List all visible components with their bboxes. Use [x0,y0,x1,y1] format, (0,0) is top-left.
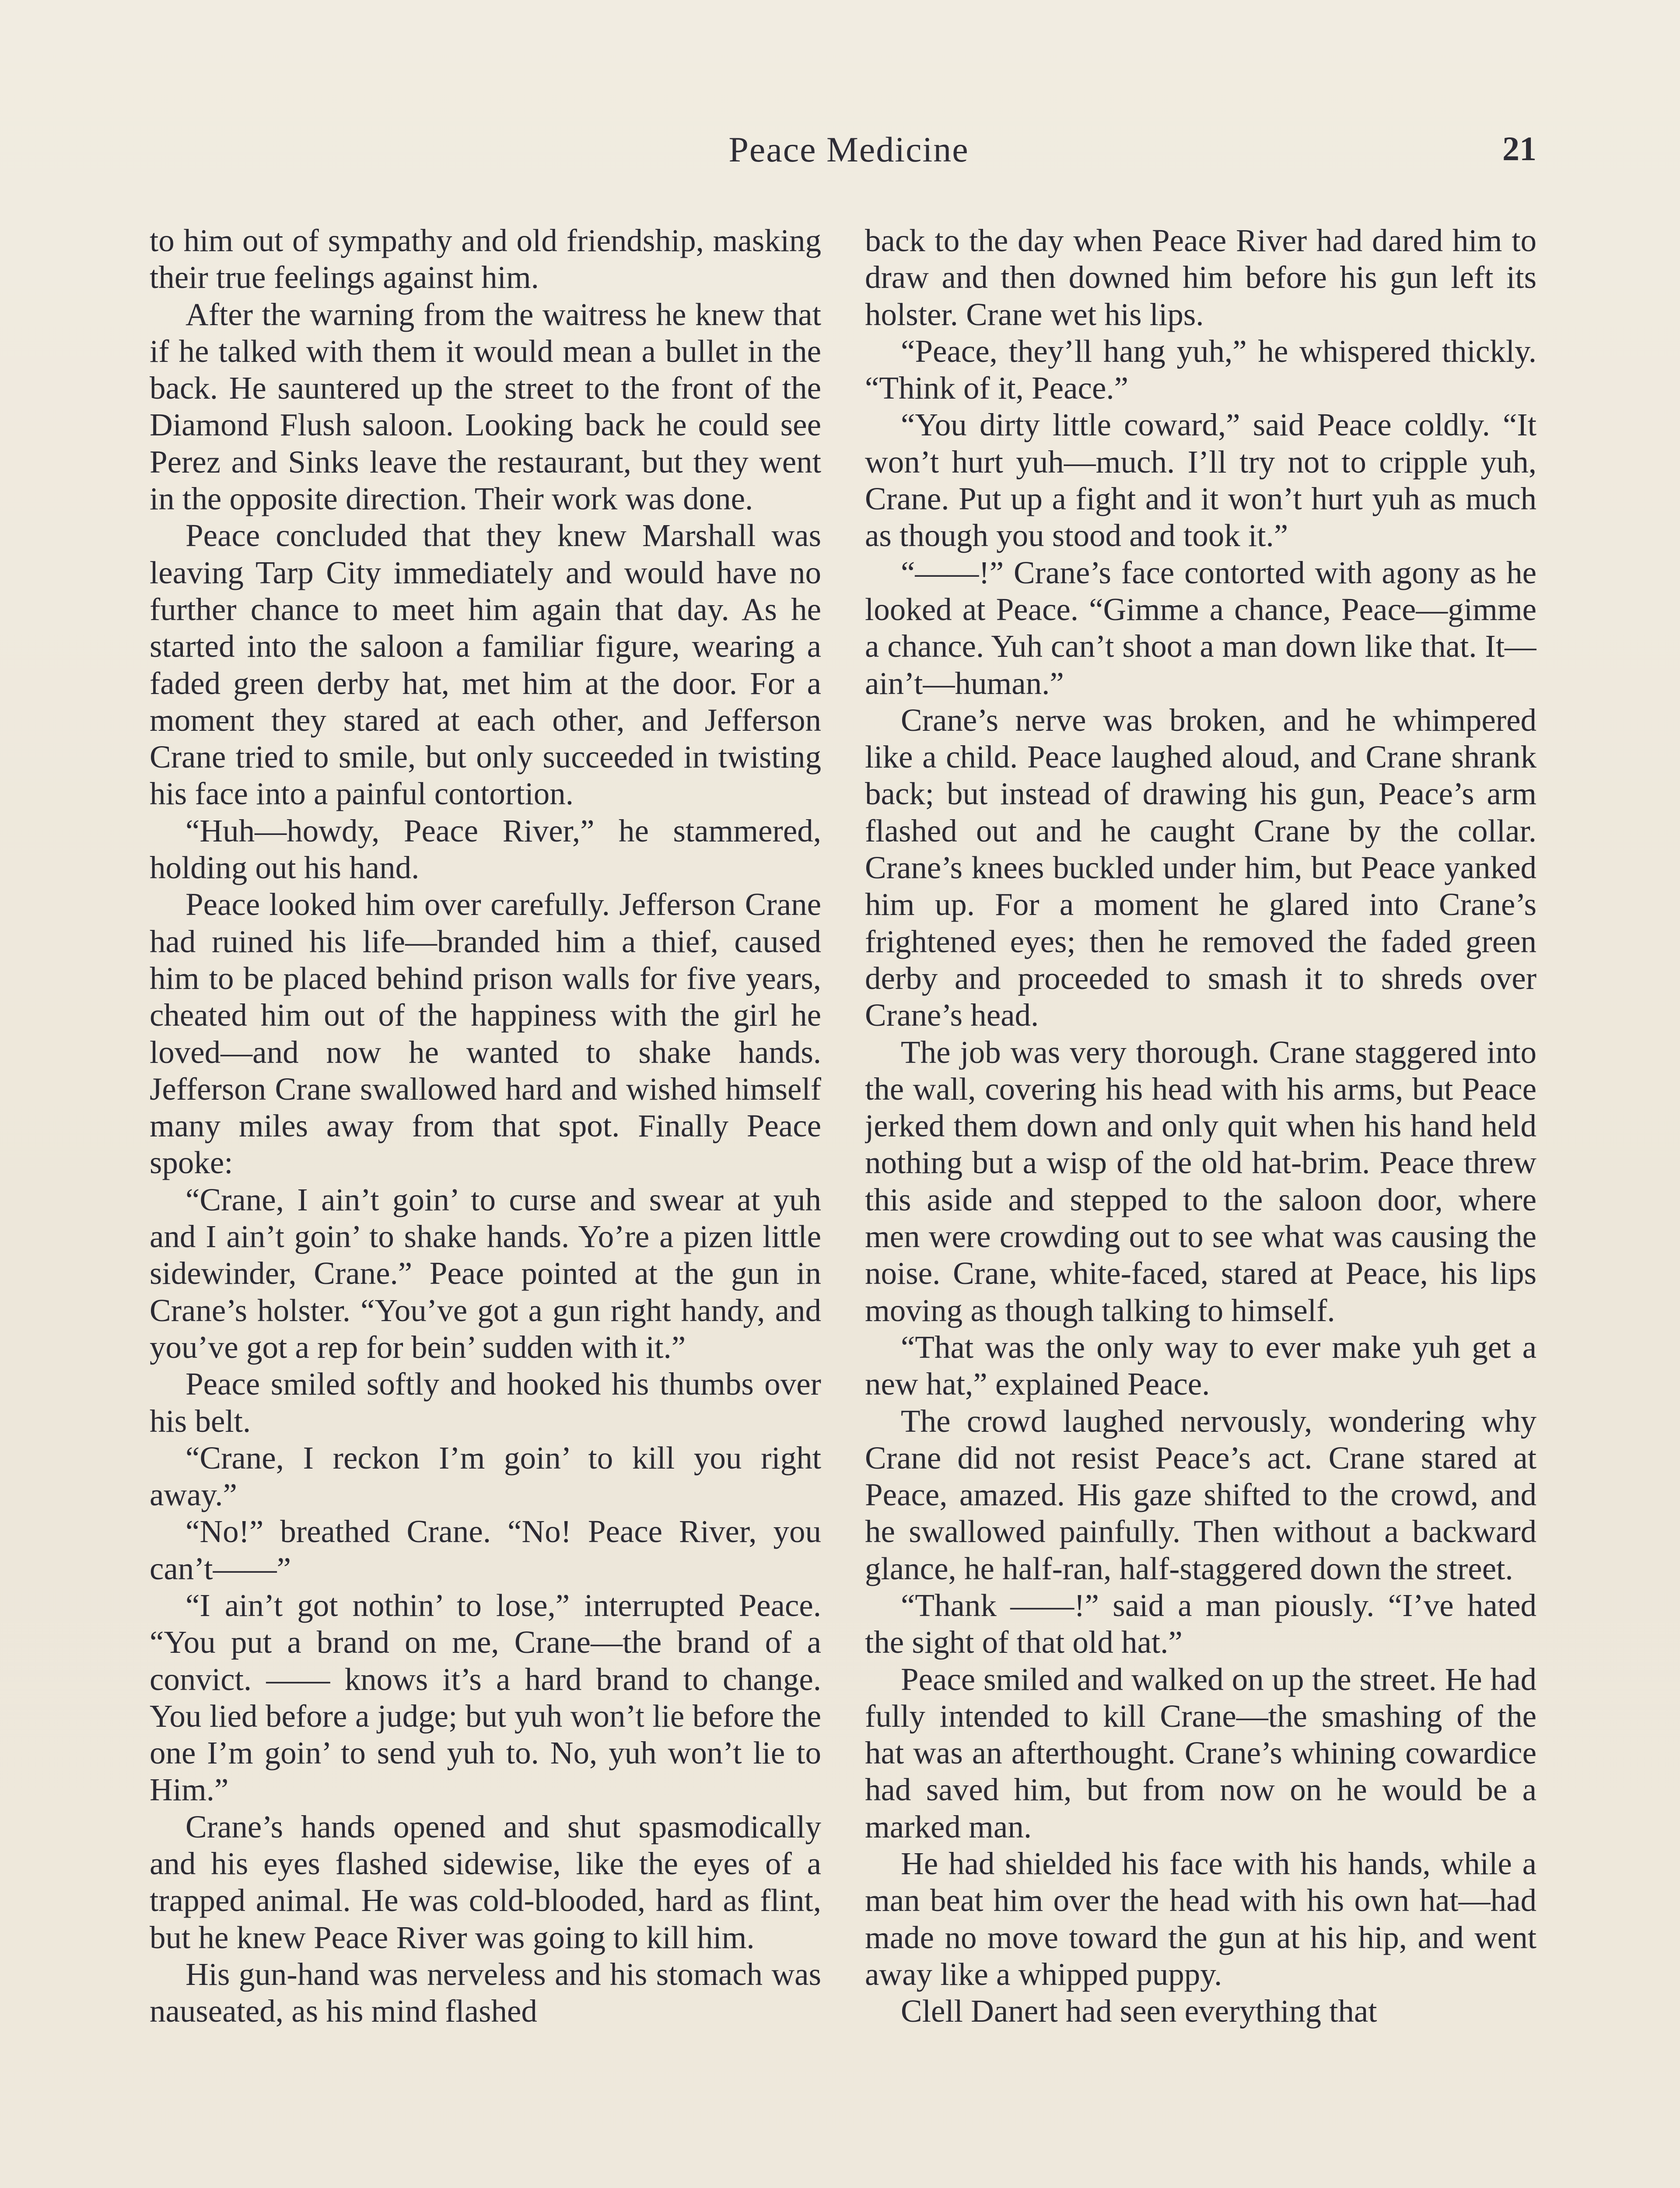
paragraph: Peace smiled and walked on up the street. He had fully intended to kill Crane—the smashing of the hat was an afterthought. Crane’s whining cowardice had saved him, but from now on he would be a marked man. [865,1661,1536,1844]
paragraph: to him out of sympathy and old friendship, masking their true feelings against him. [150,223,821,295]
paragraph: After the warning from the waitress he knew that if he talked with them it would mean a bullet in the back. He sauntered up the street to the front of the Diamond Flush saloon. Looking back he could see Perez and Sinks leave the restaurant, but they went in the opposite direction. Their work was done. [150,296,821,517]
paragraph: “Crane, I ain’t goin’ to curse and swear at yuh and I ain’t goin’ to shake hands. Yo’re a pizen little sidewinder, Crane.” Peace pointed at the gun in Crane’s holster. “You’ve got a gun right handy, and you’ve got a rep for bein’ sudden with it.” [150,1182,821,1365]
paragraph: His gun-hand was nerveless and his stomach was nauseated, as his mind flashed [150,1956,821,2029]
paragraph: Crane’s nerve was broken, and he whimpered like a child. Peace laughed aloud, and Crane shrank back; but instead of drawing his gun, Peace’s arm flashed out and he caught Crane by the collar. Crane’s knees buckled under him, but Peace yanked him up. For a moment he glared into Crane’s frightened eyes; then he removed the faded green derby and proceeded to smash it to shreds over Crane’s head. [865,702,1536,1033]
paragraph: “Crane, I reckon I’m goin’ to kill you right away.” [150,1440,821,1513]
paragraph: “Huh—howdy, Peace River,” he stammered, holding out his hand. [150,813,821,886]
text-columns [150,222,1536,2188]
paragraph: “That was the only way to ever make yuh get a new hat,” explained Peace. [865,1329,1536,1402]
paragraph: back to the day when Peace River had dared him to draw and then downed him before his gun left its holster. Crane wet his lips. [865,223,1536,332]
paragraph: “No!” breathed Crane. “No! Peace River, you can’t——” [150,1514,821,1586]
paragraph: He had shielded his face with his hands, while a man beat him over the head with his own hat—had made no move toward the gun at his hip, and went away like a whipped puppy. [865,1846,1536,1992]
paragraph: The crowd laughed nervously, wondering why Crane did not resist Peace’s act. Crane stared at Peace, amazed. His gaze shifted to the crowd, and he swallowed painfully. Then without a backward glance, he half-ran, half-staggered down the street. [865,1403,1536,1586]
paragraph: “I ain’t got nothin’ to lose,” interrupted Peace. “You put a brand on me, Crane—the brand of a convict. —— knows it’s a hard brand to change. You lied before a judge; but yuh won’t lie before the one I’m goin’ to send yuh to. No, yuh won’t lie to Him.” [150,1587,821,1808]
paragraph: Peace concluded that they knew Marshall was leaving Tarp City immediately and would have no further chance to meet him again that day. As he started into the saloon a familiar figure, wearing a faded green derby hat, met him at the door. For a moment they stared at each other, and Jefferson Crane tried to smile, but only succeeded in twisting his face into a painful contortion. [150,518,821,812]
left-column [150,222,821,2188]
paragraph: “——!” Crane’s face contorted with agony as he looked at Peace. “Gimme a chance, Peace—gimme a chance. Yuh can’t shoot a man down like that. It—ain’t—human.” [865,554,1536,701]
page-number: 21 [1502,130,1536,168]
paragraph: Clell Danert had seen everything that [901,1993,1377,2029]
paragraph: The job was very thorough. Crane staggered into the wall, covering his head with his arms, but Peace jerked them down and only quit when his hand held nothing but a wisp of the old hat-brim. Peace threw this aside and stepped to the saloon door, where men were crowding out to see what was causing the noise. Crane, white-faced, stared at Peace, his lips moving as though talking to himself. [865,1034,1536,1328]
paragraph: “Thank ——!” said a man piously. “I’ve hated the sight of that old hat.” [865,1587,1536,1660]
right-column [865,222,1536,2188]
running-title: Peace Medicine [728,130,969,169]
paragraph: “You dirty little coward,” said Peace coldly. “It won’t hurt yuh—much. I’ll try not to cripple yuh, Crane. Put up a fight and it won’t hurt yuh as much as though you stood and took it.” [865,407,1536,554]
paragraph: Peace smiled softly and hooked his thumbs over his belt. [150,1366,821,1439]
paragraph: “Peace, they’ll hang yuh,” he whispered thickly. “Think of it, Peace.” [865,333,1536,406]
page-header [149,129,1549,177]
paragraph: Peace looked him over carefully. Jefferson Crane had ruined his life—branded him a thief, caused him to be placed behind prison walls for five years, cheated him out of the happiness with the girl he loved—and now he wanted to shake hands. Jefferson Crane swallowed hard and wished himself many miles away from that spot. Finally Peace spoke: [150,887,821,1181]
paragraph: Crane’s hands opened and shut spasmodically and his eyes flashed sidewise, like the eyes of a trapped animal. He was cold-blooded, hard as flint, but he knew Peace River was going to kill him. [150,1809,821,1955]
